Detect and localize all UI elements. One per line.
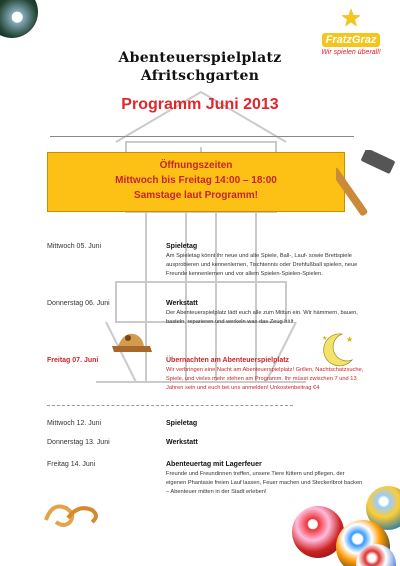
opening-hours-line1: Mittwoch bis Freitag 14:00 – 18:00 [115,175,277,186]
opening-hours-box [47,152,345,212]
event-date: Freitag 07. Juni [47,357,99,364]
event-description: Wir verbringen eine Nacht am Abenteuerspielplatz! Grillen, Nachtschatzsuche, Spiele, und vieles mehr stehen am Programm. Ihr müsst zwischen 7 und 13 Jahren sein und euch bei uns anmelden! Unkostenbeitrag €4 [166,367,364,391]
event-description: Freunde und Freundinnen treffen, unsere Tiere füttern und pflegen, der eigenen Phantasie freien Lauf lassen, Feuer machen und Steckerlbrot backen – Abenteuer mitten in der Stadt erleben! [166,471,363,495]
logo-brand: FratzGraz [322,33,381,47]
hammer-icon [336,150,396,220]
logo-tagline: Wir spielen überall! [321,49,381,56]
event-title: Abenteuertag mit Lagerfeuer [166,461,262,468]
event-date: Mittwoch 05. Juni [47,243,102,250]
event-description: Der Abenteuerspielplatz lädt euch alle zum Mittun ein. Wir hämmern, bauen, basteln, reparieren und werkeln was das Zeug hält. [166,310,358,325]
svg-text:★: ★ [322,336,328,342]
event-title: Übernachten am Abenteuerspielplatz [166,357,290,364]
event-description: Am Spieletag könnt ihr neue und alte Spiele, Ball-, Lauf- sowie Brettspiele ausprobieren und kennenlernen, Tischtennis oder Drehfußball spielen, neue Freunde kennenlernen und vor allem Spielen-Spielen-Spielen. [166,253,358,277]
schedule-divider [47,405,293,406]
event-title: Werkstatt [166,439,198,446]
wood-plane-icon [110,326,154,354]
event-date: Donnerstag 13. Juni [47,439,110,446]
event-title: Spieletag [166,243,198,250]
event-title: Spieletag [166,420,198,427]
fratzgraz-logo [310,5,392,56]
opening-hours-line2: Samstage laut Programm! [134,190,258,201]
star-icon: ★ [340,5,362,32]
marble-decoration-top [0,0,38,38]
event-title: Werkstatt [166,300,198,307]
event-date: Freitag 14. Juni [47,461,96,468]
event-date: Mittwoch 12. Juni [47,420,102,427]
opening-hours-heading: Öffnungszeiten [159,160,233,171]
event-date: Donnerstag 06. Juni [47,300,110,307]
program-title: Programm Juni 2013 [121,96,279,113]
svg-text:★: ★ [346,335,354,344]
page-title-line1: Abenteuerspielplatz [118,50,282,66]
moon-stars-icon [318,330,358,370]
header-divider [50,136,354,137]
wood-shaving-icon [42,498,102,528]
page-title-line2: Afritschgarten [140,68,260,84]
